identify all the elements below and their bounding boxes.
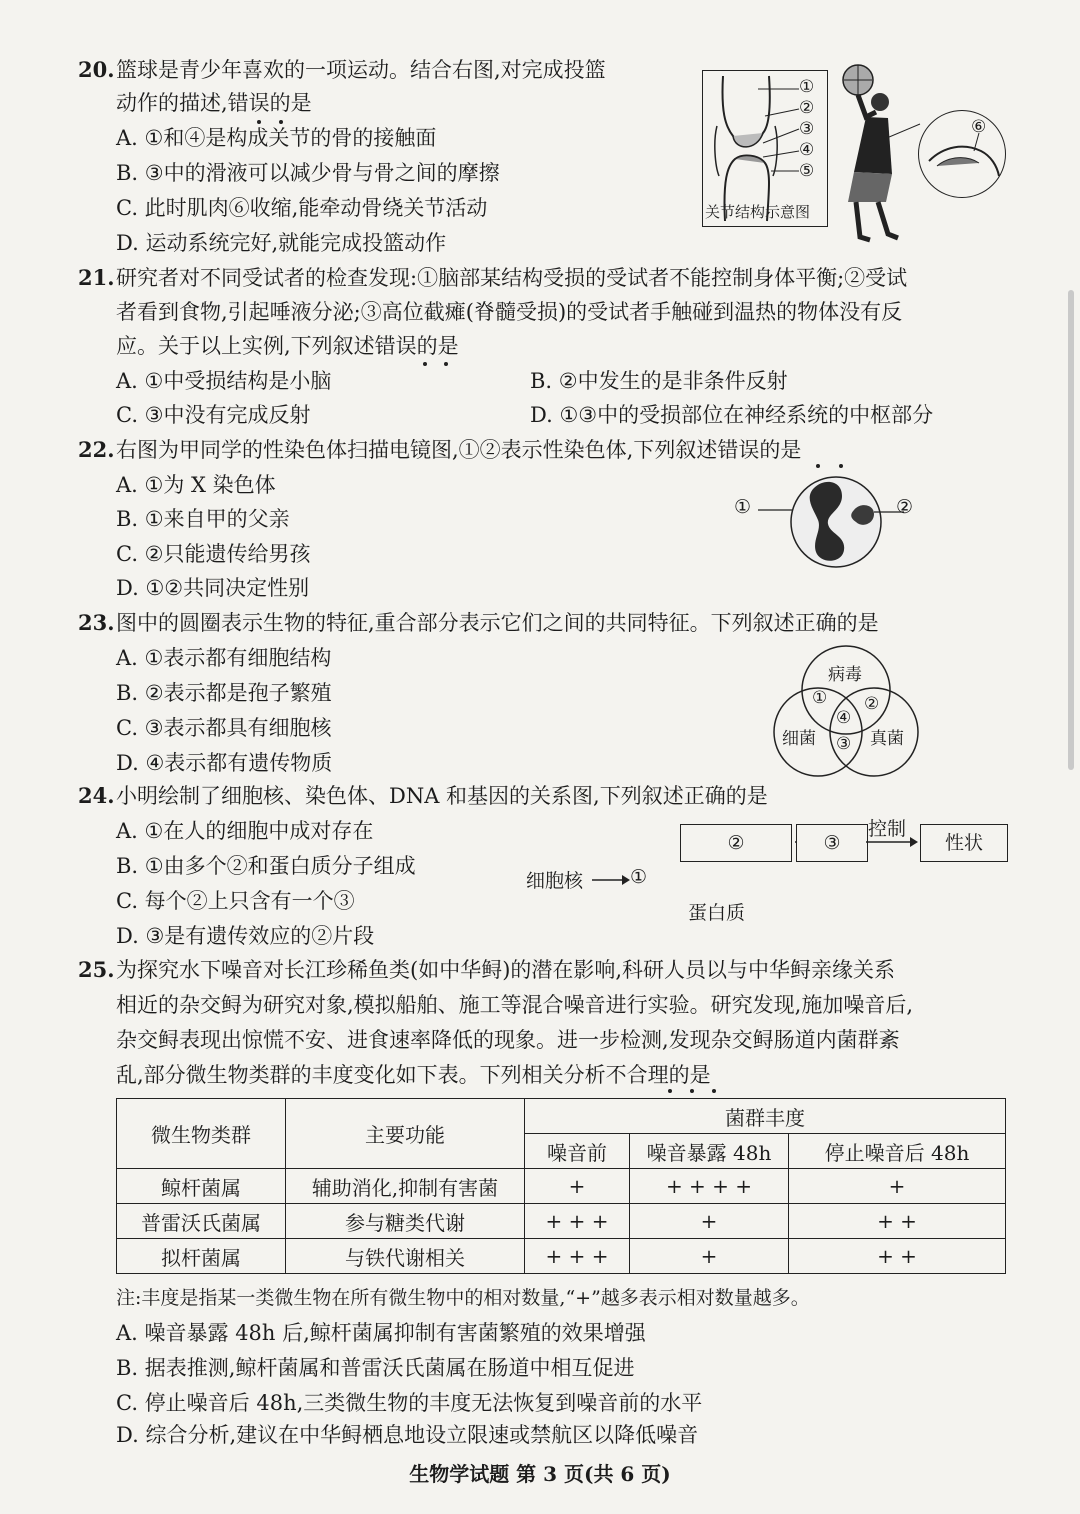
q20-stem: 篮球是青少年喜欢的一项运动。结合右图,对完成投篮: [116, 58, 606, 82]
q25-option-b: B. 据表推测,鲸杆菌属和普雷沃氏菌属在肠道中相互促进: [116, 1356, 635, 1380]
sex-chromosome-figure: [730, 470, 920, 570]
q24-option-b: B. ①由多个②和蛋白质分子组成: [116, 854, 416, 878]
joint-caption: 关节结构示意图: [705, 203, 811, 221]
cell-group: 拟杆菌属: [117, 1239, 286, 1274]
cell-after: + +: [789, 1204, 1006, 1239]
q21-option-d: D. ①③中的受损部位在神经系统的中枢部分: [530, 403, 934, 427]
emphasis-dot: [839, 464, 843, 468]
cell-function: 辅助消化,抑制有害菌: [286, 1169, 525, 1204]
microbe-abundance-table: [116, 1098, 1006, 1274]
chromosome-micrograph: [754, 470, 904, 570]
cell-before: + + +: [525, 1239, 630, 1274]
q22-option-c: C. ②只能遗传给男孩: [116, 542, 311, 566]
emphasis-dot: [712, 1089, 716, 1093]
cell-group: 普雷沃氏菌属: [117, 1204, 286, 1239]
q20-option-c: C. 此时肌肉⑥收缩,能牵动骨绕关节活动: [116, 196, 488, 220]
gene-relationship-diagram: [520, 814, 1010, 929]
joint-label-2: ②: [799, 98, 815, 118]
venn-region-2: ②: [864, 694, 880, 714]
cell-after: +: [789, 1169, 1006, 1204]
emphasis-dot: [816, 464, 820, 468]
q24-stem: 小明绘制了细胞核、染色体、DNA 和基因的关系图,下列叙述正确的是: [116, 784, 768, 808]
q25-option-d: D. 综合分析,建议在中华鲟栖息地设立限速或禁航区以降低噪音: [116, 1423, 699, 1447]
q23-number: 23.: [78, 610, 115, 635]
cell-exposure: +: [630, 1204, 789, 1239]
joint-structure-diagram: [702, 70, 828, 227]
q20-number: 20.: [78, 57, 115, 82]
venn-label-bacteria: 细菌: [782, 729, 816, 749]
emphasis-dot: [423, 362, 427, 366]
page-footer: 生物学试题 第 3 页(共 6 页): [409, 1462, 671, 1486]
q23-option-c: C. ③表示都具有细胞核: [116, 716, 332, 740]
joint-label-5: ⑤: [799, 161, 815, 181]
q24-option-c: C. 每个②上只含有一个③: [116, 889, 355, 913]
zoom-connector: [880, 120, 922, 150]
cell-before: + + +: [525, 1204, 630, 1239]
control-label: 控制: [868, 818, 907, 840]
scrollbar[interactable]: [1068, 290, 1074, 770]
cell-function: 与铁代谢相关: [286, 1239, 525, 1274]
q20-option-d: D. 运动系统完好,就能完成投篮动作: [116, 231, 447, 255]
q21-stem: 应。关于以上实例,下列叙述错误的是: [116, 334, 459, 358]
box-2: ②: [680, 824, 792, 862]
venn-region-4: ④: [836, 708, 852, 728]
arm-muscle-detail: [918, 110, 1006, 198]
q22-option-d: D. ①②共同决定性别: [116, 576, 310, 600]
venn-label-virus: 病毒: [828, 665, 862, 685]
venn-diagram: [770, 640, 920, 785]
emphasis-dot: [690, 1089, 694, 1093]
q22-option-a: A. ①为 X 染色体: [116, 473, 276, 497]
chromosome-label-2: ②: [896, 496, 914, 518]
arm-muscle-illustration: [919, 111, 1005, 197]
header-function: 主要功能: [286, 1099, 525, 1169]
protein-label: 蛋白质: [688, 902, 746, 924]
q25-option-a: A. 噪音暴露 48h 后,鲸杆菌属抑制有害菌繁殖的效果增强: [116, 1321, 646, 1345]
box-3: ③: [796, 824, 868, 862]
cell-group: 鲸杆菌属: [117, 1169, 286, 1204]
joint-label-3: ③: [799, 119, 815, 139]
venn-region-3: ③: [836, 734, 852, 754]
cell-before: +: [525, 1169, 630, 1204]
q21-option-a: A. ①中受损结构是小脑: [116, 369, 332, 393]
q25-number: 25.: [78, 957, 115, 982]
node-1-label: ①: [630, 866, 648, 888]
q20-stem: 动作的描述,错误的是: [116, 91, 312, 115]
q21-stem: 研究者对不同受试者的检查发现:①脑部某结构受损的受试者不能控制身体平衡;②受试: [116, 266, 908, 290]
muscle-label-6: ⑥: [971, 117, 987, 137]
header-after: 停止噪音后 48h: [789, 1134, 1006, 1169]
q20-option-b: B. ③中的滑液可以减少骨与骨之间的摩擦: [116, 161, 500, 185]
q21-stem: 者看到食物,引起唾液分泌;③高位截瘫(脊髓受损)的受试者手触碰到温热的物体没有反: [116, 300, 903, 324]
cell-after: + +: [789, 1239, 1006, 1274]
arrow-nucleus: [592, 870, 632, 890]
venn-label-fungi: 真菌: [870, 729, 904, 749]
cell-function: 参与糖类代谢: [286, 1204, 525, 1239]
joint-label-4: ④: [799, 140, 815, 160]
venn-region-1: ①: [812, 688, 828, 708]
header-before: 噪音前: [525, 1134, 630, 1169]
q22-number: 22.: [78, 437, 115, 462]
header-exposure: 噪音暴露 48h: [630, 1134, 789, 1169]
table-row: [117, 1239, 1006, 1274]
joint-label-1: ①: [799, 77, 815, 97]
table-header-row: [117, 1099, 1006, 1134]
table-row: [117, 1204, 1006, 1239]
q23-stem: 图中的圆圈表示生物的特征,重合部分表示它们之间的共同特征。下列叙述正确的是: [116, 611, 879, 635]
q24-option-d: D. ③是有遗传效应的②片段: [116, 924, 375, 948]
q23-option-a: A. ①表示都有细胞结构: [116, 646, 332, 670]
nucleus-label: 细胞核: [526, 870, 584, 892]
q20-option-a: A. ①和④是构成关节的骨的接触面: [116, 126, 437, 150]
table-note: 注:丰度是指某一类微生物在所有微生物中的相对数量,“+”越多表示相对数量越多。: [116, 1287, 810, 1309]
q25-option-c: C. 停止噪音后 48h,三类微生物的丰度无法恢复到噪音前的水平: [116, 1391, 703, 1415]
q21-option-b: B. ②中发生的是非条件反射: [530, 369, 788, 393]
emphasis-dot: [668, 1089, 672, 1093]
q22-option-b: B. ①来自甲的父亲: [116, 507, 290, 531]
q21-number: 21.: [78, 265, 115, 290]
q25-stem: 乱,部分微生物类群的丰度变化如下表。下列相关分析不合理的是: [116, 1063, 711, 1087]
q25-stem: 相近的杂交鲟为研究对象,模拟船舶、施工等混合噪音进行实验。研究发现,施加噪音后,: [116, 993, 914, 1017]
q21-option-c: C. ③中没有完成反射: [116, 403, 311, 427]
emphasis-dot: [444, 362, 448, 366]
header-group: 微生物类群: [117, 1099, 286, 1169]
table-row: [117, 1169, 1006, 1204]
q25-stem: 杂交鲟表现出惊慌不安、进食速率降低的现象。进一步检测,发现杂交鲟肠道内菌群紊: [116, 1028, 900, 1052]
cell-exposure: +: [630, 1239, 789, 1274]
cell-exposure: + + + +: [630, 1169, 789, 1204]
header-abundance: 菌群丰度: [525, 1099, 1006, 1134]
q23-option-d: D. ④表示都有遗传物质: [116, 751, 333, 775]
q22-stem: 右图为甲同学的性染色体扫描电镜图,①②表示性染色体,下列叙述错误的是: [116, 438, 802, 462]
basketball-player-illustration: [830, 62, 920, 247]
chromosome-label-1: ①: [734, 496, 752, 518]
trait-box: 性状: [920, 824, 1008, 862]
q24-number: 24.: [78, 783, 115, 808]
q24-option-a: A. ①在人的细胞中成对存在: [116, 819, 374, 843]
q23-option-b: B. ②表示都是孢子繁殖: [116, 681, 332, 705]
q25-stem: 为探究水下噪音对长江珍稀鱼类(如中华鲟)的潜在影响,科研人员以与中华鲟亲缘关系: [116, 958, 896, 982]
